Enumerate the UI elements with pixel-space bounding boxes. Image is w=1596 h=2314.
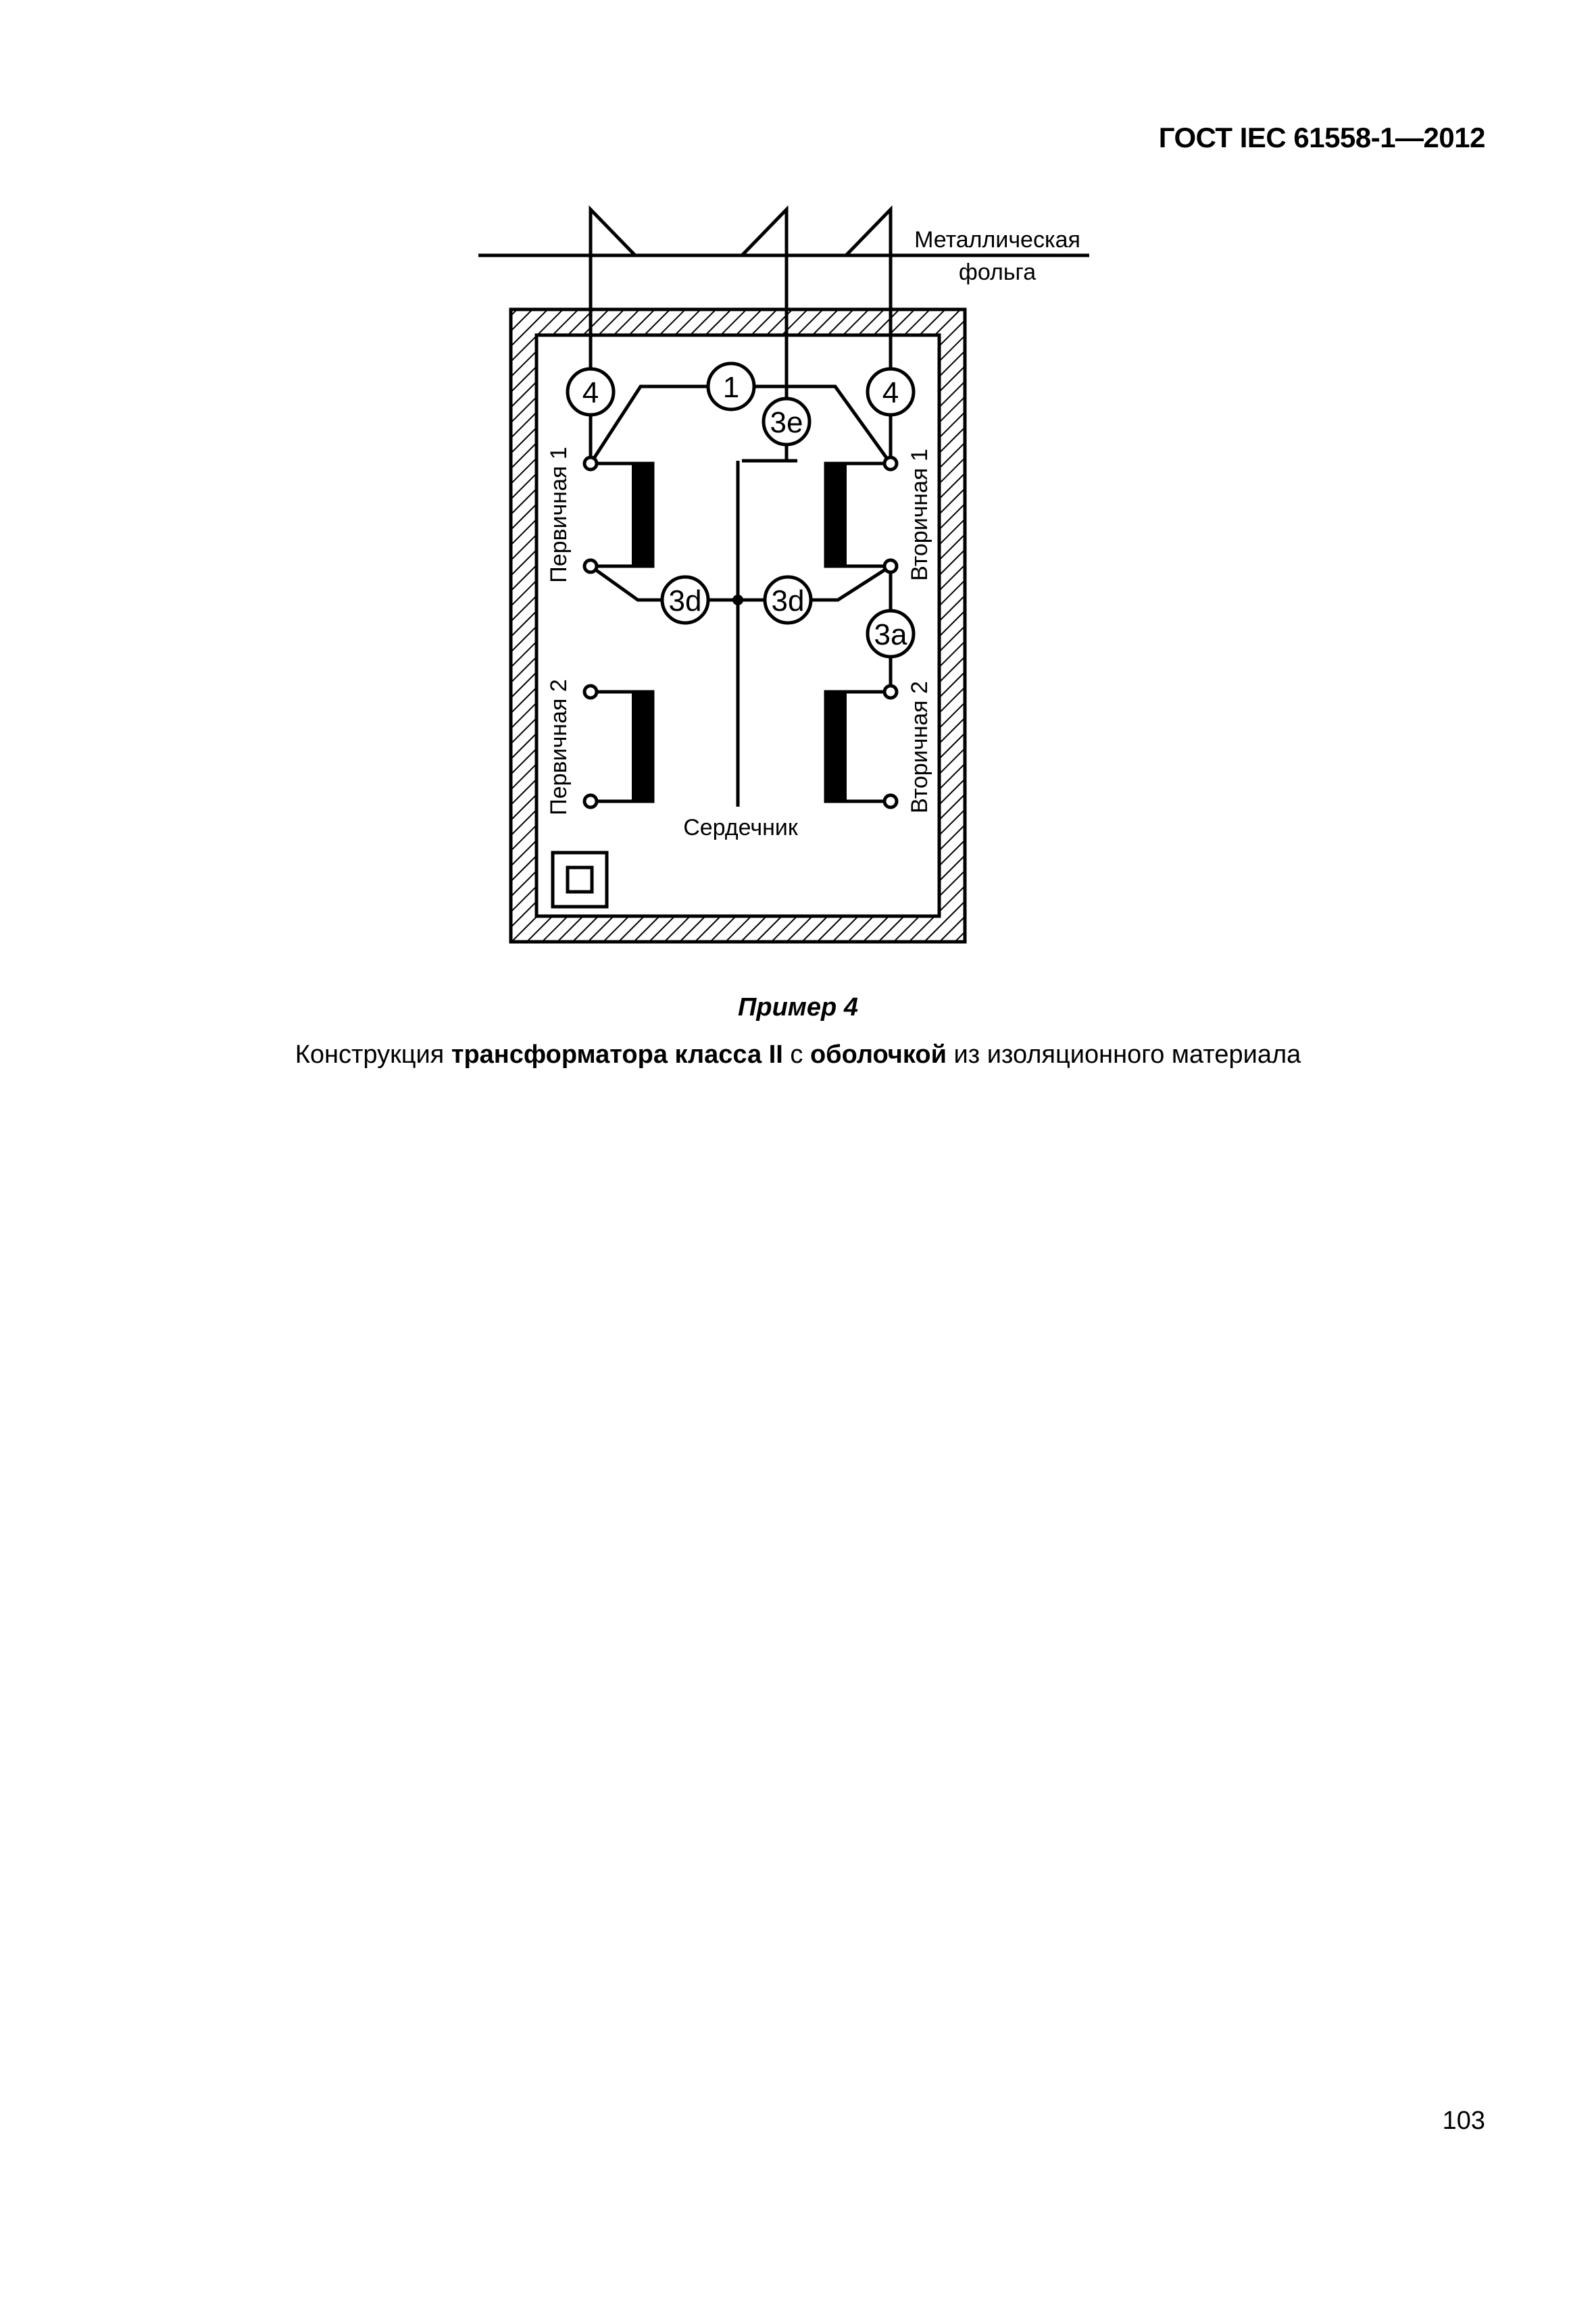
foil-label-line2: фольга [958,259,1037,285]
primary1-label: Первичная 1 [546,447,572,583]
marker-label-1: 1 [722,371,740,404]
caption-bold1: трансформатора класса II [451,1040,783,1069]
marker-label-3d-left: 3d [668,584,702,618]
terminal-secondary1-top [884,457,897,470]
marker-label-4-left: 4 [582,376,599,409]
secondary2-label: Вторичная 2 [907,681,932,813]
marker-label-3a: 3a [874,618,907,651]
core-label: Сердечник [683,815,798,840]
terminal-primary2-top [584,686,597,698]
secondary1-label: Вторичная 1 [907,449,932,581]
marker-label-3e: 3e [770,406,803,439]
terminal-primary2-bottom [584,795,597,807]
terminal-primary1-bottom [584,560,597,572]
marker-label-3d-right: 3d [771,584,805,618]
primary2-label: Первичная 2 [546,679,572,815]
figure-title: Пример 4 [738,993,858,1022]
terminal-secondary2-bottom [884,795,897,807]
terminal-secondary1-bottom [884,560,897,572]
figure-caption [0,1040,1596,1070]
terminal-primary1-top [584,457,597,470]
caption-part2: с [782,1040,810,1069]
caption-part1: Конструкция [295,1040,451,1069]
marker-label-4-right: 4 [882,376,899,409]
page-number: 103 [1442,2107,1485,2135]
foil-label-line1: Металлическая [914,227,1080,253]
core-junction-dot [732,595,743,605]
caption-part3: из изоляционного материала [946,1040,1301,1069]
terminal-secondary2-top [884,686,897,698]
transformer-diagram [0,0,1596,959]
caption-bold2: оболочкой [809,1040,947,1069]
page-header: ГОСТ IEC 61558-1—2012 [1158,122,1485,153]
